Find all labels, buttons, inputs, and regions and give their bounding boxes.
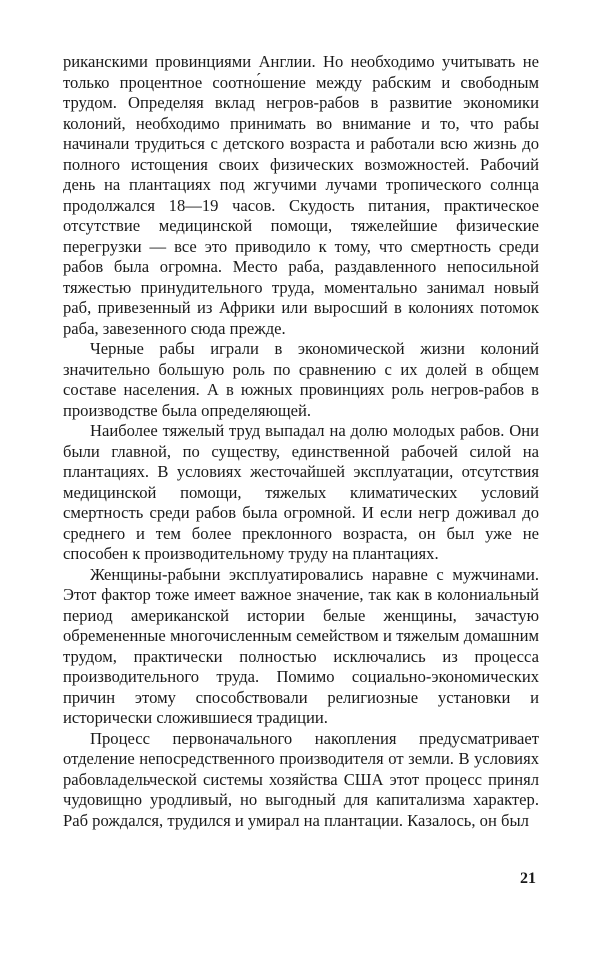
page-number: 21 — [520, 870, 536, 887]
paragraph-1: риканскими провинциями Англии. Но необходимо учитывать не только процентное соотно́шение между рабским и свободным трудом. Определяя вклад негров-рабов в развитие экономики колоний, необходимо принимать во внимание и то, что рабы начинали трудиться с детского возраста и работали всю жизнь до полного истощения своих физических возможностей. Рабочий день на плантациях под жгучими лучами тропического солнца продолжался 18—19 часов. Скудость питания, практическое отсутствие медицинской помощи, тяжелейшие физические перегрузки — все это приводило к тому, что смертность среди рабов была огромна. Место раба, раздавленного непосильной тяжестью принудительного труда, моментально занимал новый раб, привезенный из Африки или выросший в колониях потомок раба, завезенного сюда прежде. — [63, 52, 539, 338]
paragraph-2: Черные рабы играли в экономической жизни колоний значительно большую роль по сравнению с их долей в общем составе населения. А в южных провинциях роль негров-рабов в производстве была определяющей. — [63, 339, 539, 420]
paragraph-3: Наиболее тяжелый труд выпадал на долю молодых рабов. Они были главной, по существу, единственной рабочей силой на плантациях. В условиях жесточайшей эксплуатации, отсутствия медицинской помощи, тяжелых климатических условий смертность среди рабов была огромной. И если негр доживал до среднего и тем более преклонного возраста, он был уже не способен к производительному труду на плантациях. — [63, 421, 539, 563]
paragraph-5: Процесс первоначального накопления предусматривает отделение непосредственного производителя от земли. В условиях рабовладельческой системы хозяйства США этот процесс принял чудовищно уродливый, но выгодный для капитализма характер. Раб рождался, трудился и умирал на плантации. Казалось, он был — [63, 728, 539, 830]
body-text — [63, 52, 539, 831]
paragraph-4: Женщины-рабыни эксплуатировались наравне с мужчинами. Этот фактор тоже имеет важное значение, так как в колониальный период американской истории белые женщины, зачастую обремененные многочисленным семейством и тяжелым домашним трудом, практически полностью исключались из процесса производительного труда. Помимо социально-экономических причин этому способствовали религиозные установки и исторически сложившиеся традиции. — [63, 564, 539, 727]
